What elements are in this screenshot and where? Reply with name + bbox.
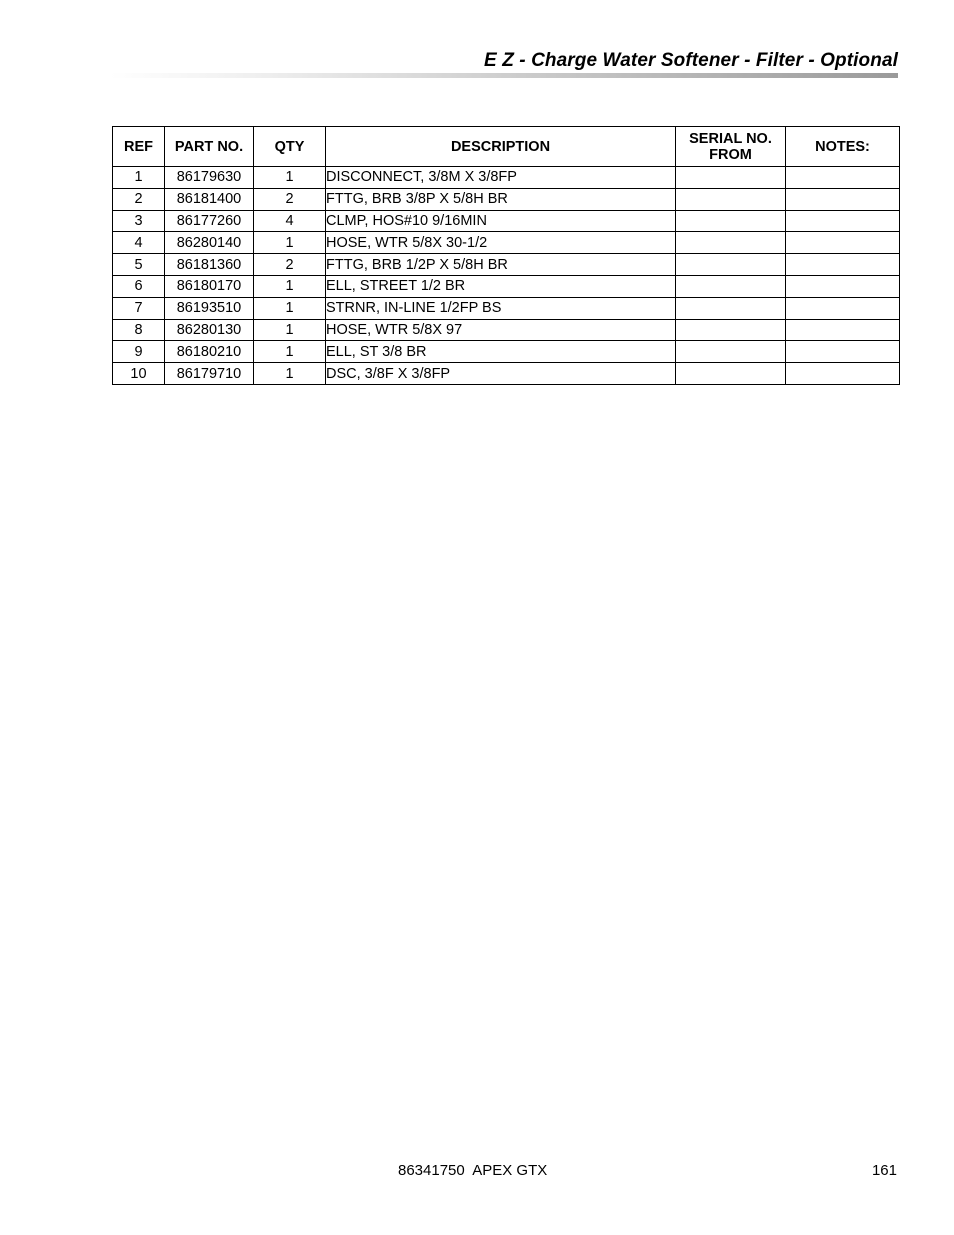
- cell-ref: 10: [113, 363, 165, 385]
- table-row: [113, 232, 900, 254]
- cell-serial-from: [676, 254, 786, 276]
- cell-notes: [786, 167, 900, 189]
- cell-serial-from: [676, 210, 786, 232]
- header-rule: [110, 73, 898, 78]
- cell-notes: [786, 254, 900, 276]
- column-header-serial-line1: SERIAL NO.: [689, 130, 772, 147]
- page-title: E Z - Charge Water Softener - Filter - Optional: [484, 50, 898, 71]
- column-header-description: DESCRIPTION: [326, 127, 676, 167]
- cell-part-no: 86179630: [165, 167, 254, 189]
- cell-description: FTTG, BRB 1/2P X 5/8H BR: [326, 254, 676, 276]
- table-row: [113, 319, 900, 341]
- cell-ref: 2: [113, 188, 165, 210]
- cell-notes: [786, 341, 900, 363]
- cell-qty: 2: [254, 254, 326, 276]
- cell-notes: [786, 210, 900, 232]
- cell-serial-from: [676, 319, 786, 341]
- cell-notes: [786, 275, 900, 297]
- table-row: [113, 341, 900, 363]
- cell-description: CLMP, HOS#10 9/16MIN: [326, 210, 676, 232]
- column-header-serial-line2: FROM: [709, 146, 752, 163]
- cell-qty: 1: [254, 232, 326, 254]
- cell-serial-from: [676, 167, 786, 189]
- cell-serial-from: [676, 188, 786, 210]
- table-row: [113, 363, 900, 385]
- cell-qty: 4: [254, 210, 326, 232]
- cell-ref: 8: [113, 319, 165, 341]
- column-header-serial-from: [676, 127, 786, 167]
- cell-ref: 3: [113, 210, 165, 232]
- cell-description: HOSE, WTR 5/8X 30-1/2: [326, 232, 676, 254]
- table-row: [113, 188, 900, 210]
- cell-qty: 1: [254, 297, 326, 319]
- cell-notes: [786, 319, 900, 341]
- cell-part-no: 86181360: [165, 254, 254, 276]
- cell-description: ELL, STREET 1/2 BR: [326, 275, 676, 297]
- cell-ref: 4: [113, 232, 165, 254]
- parts-table-body: [113, 167, 900, 385]
- cell-qty: 1: [254, 319, 326, 341]
- column-header-ref: REF: [113, 127, 165, 167]
- cell-ref: 9: [113, 341, 165, 363]
- cell-serial-from: [676, 297, 786, 319]
- cell-notes: [786, 297, 900, 319]
- cell-part-no: 86280130: [165, 319, 254, 341]
- cell-qty: 1: [254, 341, 326, 363]
- cell-ref: 6: [113, 275, 165, 297]
- parts-table: [112, 126, 900, 385]
- table-row: [113, 275, 900, 297]
- table-row: [113, 167, 900, 189]
- cell-ref: 7: [113, 297, 165, 319]
- cell-serial-from: [676, 232, 786, 254]
- column-header-qty: QTY: [254, 127, 326, 167]
- table-header-row: [113, 127, 900, 167]
- table-row: [113, 297, 900, 319]
- cell-part-no: 86193510: [165, 297, 254, 319]
- cell-qty: 1: [254, 167, 326, 189]
- cell-notes: [786, 232, 900, 254]
- cell-description: FTTG, BRB 3/8P X 5/8H BR: [326, 188, 676, 210]
- cell-part-no: 86179710: [165, 363, 254, 385]
- cell-part-no: 86180170: [165, 275, 254, 297]
- cell-ref: 5: [113, 254, 165, 276]
- cell-part-no: 86280140: [165, 232, 254, 254]
- table-row: [113, 210, 900, 232]
- cell-qty: 1: [254, 275, 326, 297]
- column-header-part-no: PART NO.: [165, 127, 254, 167]
- cell-part-no: 86180210: [165, 341, 254, 363]
- cell-part-no: 86181400: [165, 188, 254, 210]
- column-header-notes: NOTES:: [786, 127, 900, 167]
- cell-qty: 1: [254, 363, 326, 385]
- page-header: [110, 48, 898, 80]
- table-row: [113, 254, 900, 276]
- cell-serial-from: [676, 363, 786, 385]
- footer-page-number: 161: [871, 1162, 897, 1179]
- cell-description: ELL, ST 3/8 BR: [326, 341, 676, 363]
- cell-qty: 2: [254, 188, 326, 210]
- cell-description: HOSE, WTR 5/8X 97: [326, 319, 676, 341]
- cell-description: STRNR, IN-LINE 1/2FP BS: [326, 297, 676, 319]
- cell-serial-from: [676, 341, 786, 363]
- cell-description: DISCONNECT, 3/8M X 3/8FP: [326, 167, 676, 189]
- cell-notes: [786, 188, 900, 210]
- cell-part-no: 86177260: [165, 210, 254, 232]
- cell-ref: 1: [113, 167, 165, 189]
- cell-description: DSC, 3/8F X 3/8FP: [326, 363, 676, 385]
- footer-document-id: 86341750 APEX GTX: [398, 1162, 548, 1179]
- cell-notes: [786, 363, 900, 385]
- cell-serial-from: [676, 275, 786, 297]
